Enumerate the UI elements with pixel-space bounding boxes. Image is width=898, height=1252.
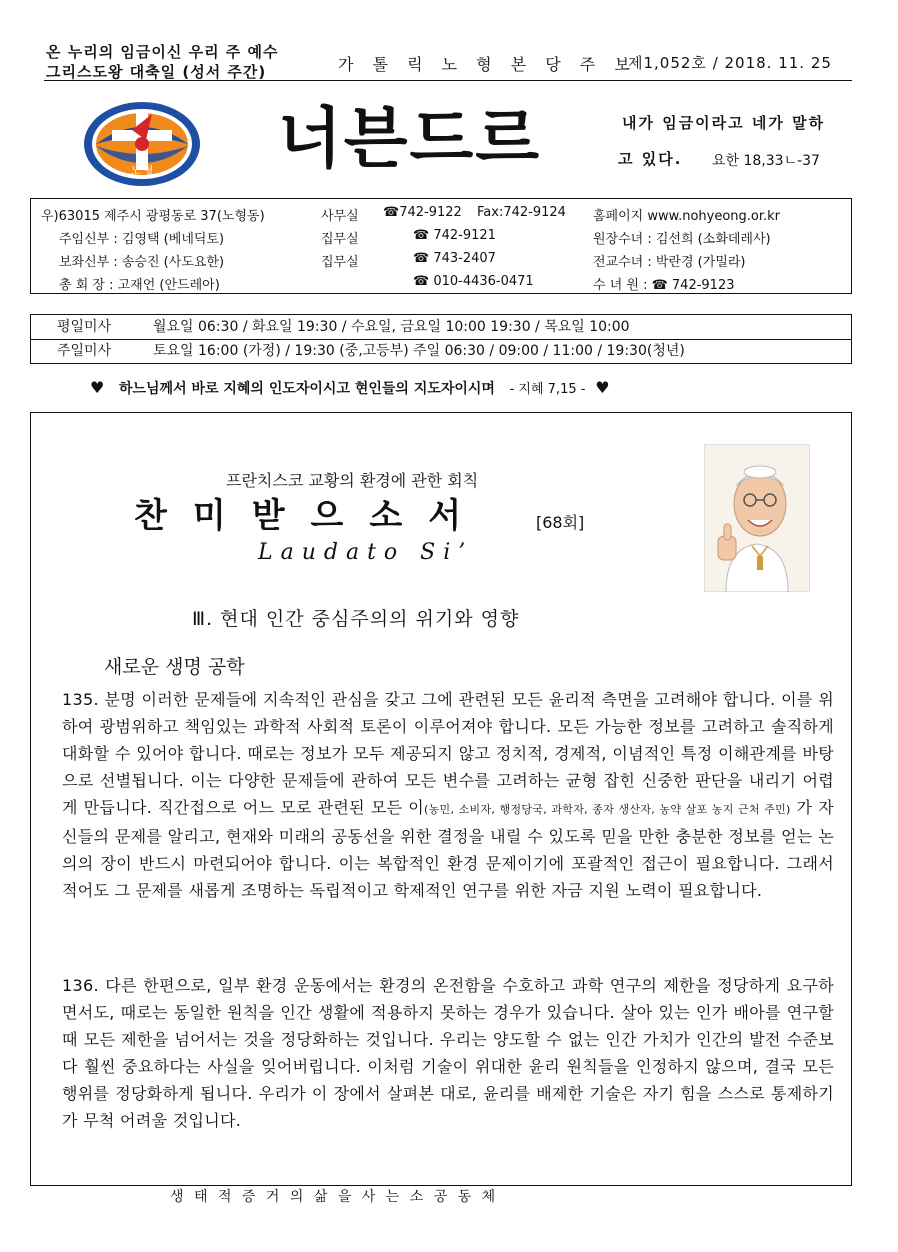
logo-text: 노 형 bbox=[130, 166, 154, 177]
verse-text: 하느님께서 바로 지혜의 인도자이시고 현인들의 지도자이시며 bbox=[118, 381, 495, 397]
convent-phone: 수 녀 원 : ☎ 742-9123 bbox=[593, 278, 735, 293]
pastor-room-label: 집무실 bbox=[321, 232, 359, 247]
masthead-title: 너븐드르 bbox=[278, 100, 542, 177]
gospel-motto-line-1: 내가 임금이라고 네가 말하 bbox=[622, 114, 826, 132]
heart-icon: ♥ bbox=[595, 378, 610, 397]
mass-schedule-box bbox=[30, 314, 852, 364]
scripture-verse bbox=[90, 378, 806, 400]
president-phone: ☎ 010-4436-0471 bbox=[413, 274, 534, 289]
sunday-mass-label: 주일미사 bbox=[57, 343, 112, 359]
issue-number-date: 제1,052호 / 2018. 11. 25 bbox=[628, 54, 832, 72]
assistant-priest: 보좌신부 : 송승진 (사도요한) bbox=[59, 255, 225, 270]
feast-line-1: 온 누리의 임금이신 우리 주 예수 bbox=[46, 43, 279, 61]
header-divider bbox=[44, 80, 852, 81]
office-label: 사무실 bbox=[321, 209, 359, 224]
assistant-room-label: 집무실 bbox=[321, 255, 359, 270]
parish-address: 우)63015 제주시 광평동로 37(노형동) bbox=[41, 209, 265, 224]
article-latin-title: Laudato Si’ bbox=[258, 540, 474, 565]
gospel-reference: 요한 18,33ㄴ-37 bbox=[712, 153, 820, 169]
bulletin-name: 가 톨 릭 노 형 본 당 주 보 bbox=[338, 55, 637, 74]
pastor-phone: ☎ 742-9121 bbox=[413, 228, 496, 243]
catechist-sister: 전교수녀 : 박란경 (가밀라) bbox=[593, 255, 746, 270]
pope-portrait-icon bbox=[704, 444, 810, 592]
article-title: 찬미받으소서 bbox=[134, 496, 488, 536]
feast-line-2: 그리스도왕 대축일 (성서 주간) bbox=[46, 63, 267, 81]
verse-reference: - 지혜 7,15 - bbox=[509, 382, 586, 397]
article-episode: [68회] bbox=[536, 513, 585, 532]
pastor: 주임신부 : 김영택 (베네딕토) bbox=[59, 232, 225, 247]
weekday-mass-label: 평일미사 bbox=[57, 319, 112, 335]
council-president: 총 회 장 : 고재언 (안드레아) bbox=[59, 278, 220, 293]
article-series: 프란치스코 교황의 환경에 관한 회칙 bbox=[226, 471, 479, 490]
parish-logo-icon bbox=[82, 100, 202, 188]
footer-slogan: 생 태 적 증 거 의 삶 을 사 는 소 공 동 체 bbox=[170, 1189, 499, 1205]
paragraph-135 bbox=[62, 686, 834, 904]
office-fax: Fax:742-9124 bbox=[477, 205, 566, 220]
office-phone: ☎742-9122 bbox=[383, 205, 462, 220]
feast-title bbox=[46, 42, 278, 82]
heart-icon: ♥ bbox=[90, 378, 105, 397]
weekday-mass-times: 월요일 06:30 / 화요일 19:30 / 수요일, 금요일 10:00 19:30 / 목요일 10:00 bbox=[153, 319, 630, 335]
superior-sister: 원장수녀 : 김선희 (소화데레사) bbox=[593, 232, 771, 247]
homepage-link[interactable]: 홈페이지 www.nohyeong.or.kr bbox=[593, 209, 781, 224]
paragraph-135-parenthetical: (농민, 소비자, 행정당국, 과학자, 종자 생산자, 농약 살포 농지 근처 주민) bbox=[424, 803, 791, 816]
paragraph-136: 136. 다른 한편으로, 일부 환경 운동에서는 환경의 온전함을 수호하고 과학 연구의 제한을 정당하게 요구하면서도, 때로는 동일한 원칙을 인간 생활에 적용하지 못하는 경우가 있습니다. 살아 있는 인가 배아를 연구할 때 모든 제한을 넘어서는 것을 정당화하는 것입니다. 우리는 양도할 수 없는 인간 가치가 인간의 발전 수준보다 훨씬 중요하다는 사실을 잊어버립니다. 이처럼 기술이 위대한 윤리 원칙들을 인정하지 않으며, 결국 모든 행위를 정당화하게 됩니다. 우리가 이 장에서 살펴본 대로, 윤리를 배제한 기술은 자기 힘을 스스로 통제하기가 무척 어려울 것입니다. bbox=[62, 976, 834, 1130]
parish-info-box bbox=[30, 198, 852, 294]
sunday-mass-times: 토요일 16:00 (가정) / 19:30 (중,고등부) 주일 06:30 / 09:00 / 11:00 / 19:30(청년) bbox=[153, 343, 685, 359]
assistant-phone: ☎ 743-2407 bbox=[413, 251, 496, 266]
chapter-heading: Ⅲ. 현대 인간 중심주의의 위기와 영향 bbox=[192, 608, 520, 630]
weekday-mass-row bbox=[31, 315, 851, 340]
paragraph-135-part-2: 가 자신들의 문제를 알리고, 현재와 미래의 공동선을 위한 결정을 내릴 수 있도록 믿을 만한 충분한 정보를 얻는 논의의 장이 반드시 마련되어야 합니다. 이는 복합적인 환경 문제이기에 포괄적인 접근이 필요합니다. 그래서 적어도 그 문제를 새롭게 조명하는 독립적이고 학제적인 연구를 위한 자금 지원 노력이 필요합니다. bbox=[62, 798, 834, 900]
paragraph-135-part-1: 135. 분명 이러한 문제들에 지속적인 관심을 갖고 그에 관련된 모든 윤리적 측면을 고려해야 합니다. 이를 위하여 광범위하고 책임있는 과학적 사회적 토론이 이루어져야 합니다. 모든 가능한 정보를 고려하고 솔직하게 대화할 수 있어야 합니다. 때로는 정보가 모두 제공되지 않고 정치적, 경제적, 이념적인 특정 이해관계를 바탕으로 선별됩니다. 이는 다양한 문제들에 관하여 모든 변수를 고려하는 균형 잡힌 신중한 판단을 내리기 어렵게 만듭니다. 직간접으로 어느 모로 관련된 모든 이 bbox=[62, 690, 834, 817]
section-heading: 새로운 생명 공학 bbox=[104, 656, 245, 678]
gospel-motto-line-2: 고 있다. bbox=[618, 150, 683, 168]
sunday-mass-row bbox=[31, 339, 851, 363]
